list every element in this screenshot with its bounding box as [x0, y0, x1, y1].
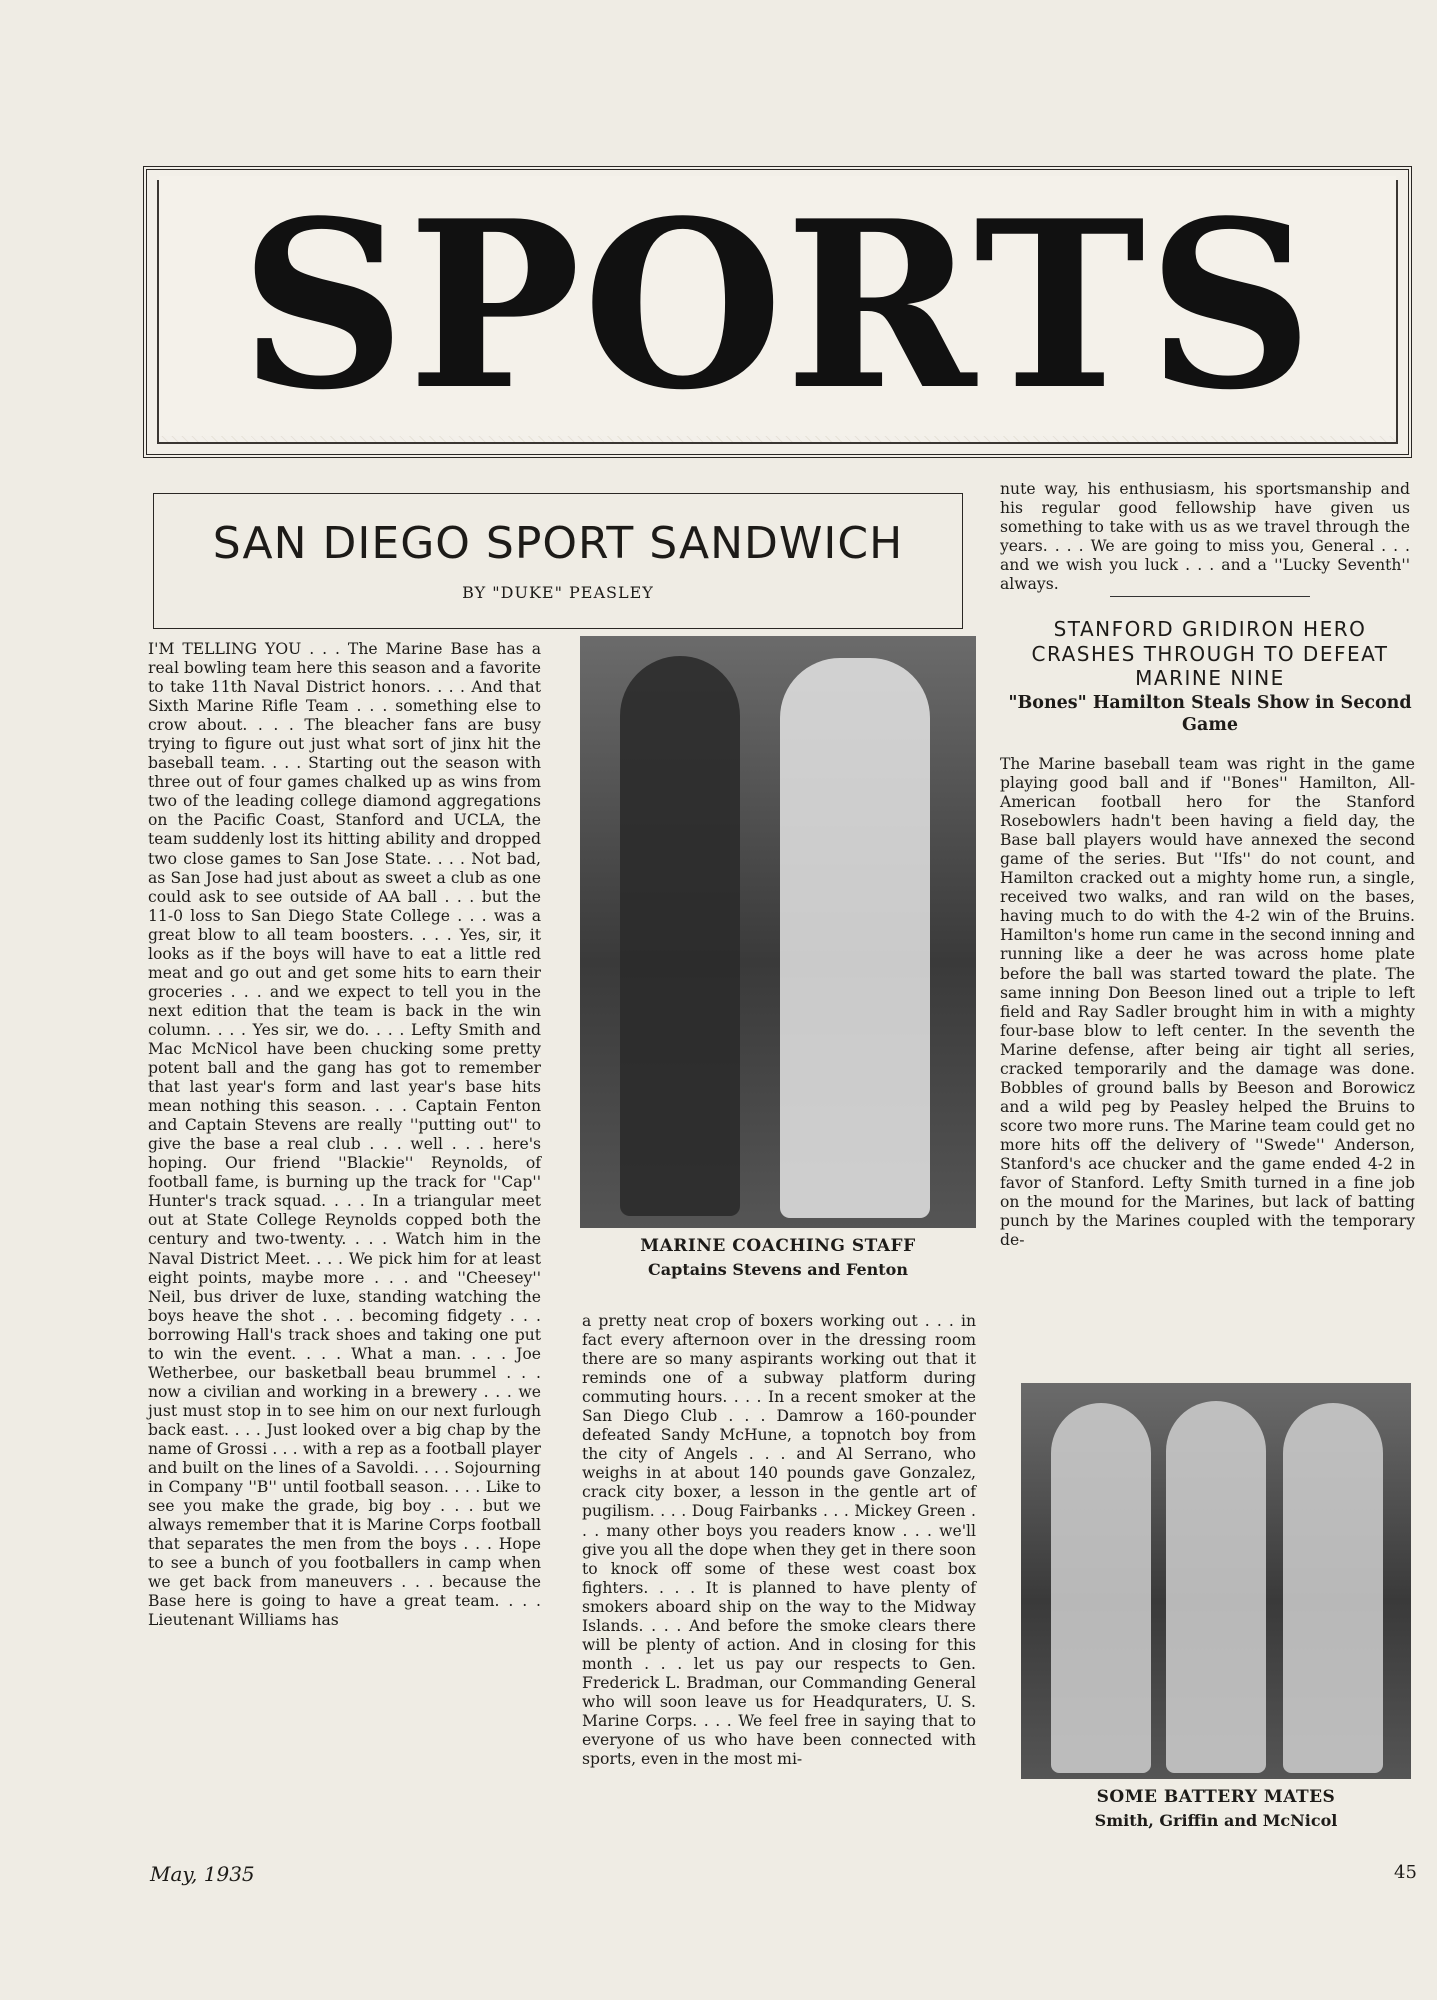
article-byline: BY "DUKE" PEASLEY — [462, 583, 654, 602]
sports-banner — [143, 166, 1412, 458]
article-col2-text: a pretty neat crop of boxers working out . . . in fact every afternoon over in the dressing room there are so many aspirants working out that it reminds one of a subway platform during commuting hours. . . . In a recent smoker at the San Diego Club . . . Damrow a 160-pounder defeated Sandy McHune, a topnotch boy from the city of Angels . . . and Al Serrano, who weighs in at about 140 pounds gave Gonzalez, crack city boxer, a lesson in the gentle art of pugilism. . . . Doug Fairbanks . . . Mickey Green . . . many other boys you readers know . . . we'll give you all the dope when they get in there soon to knock off some of these west coast box fighters. . . . It is planned to have plenty of smokers aboard ship on the way to the Midway Islands. . . . And before the smoke clears there will be plenty of action. And in closing for this month . . . let us pay our respects to Gen. Frederick L. Bradman, our Commanding General who will soon leave us for Headquraters, U. S. Marine Corps. . . . We feel free in saying that to everyone of us who have been connected with sports, even in the most mi- — [582, 1312, 976, 1769]
article-title: SAN DIEGO SPORT SANDWICH — [212, 518, 904, 569]
battery-mates-photo — [1021, 1383, 1411, 1779]
article-col1-text: I'M TELLING YOU . . . The Marine Base has a real bowling team here this season and a favorite to take 11th Naval District honors. . . . And that Sixth Marine Rifle Team . . . something else to crow about. . . . The bleacher fans are busy trying to figure out just what sort of jinx hit the baseball team. . . . Starting out the season with three out of four games chalked up as wins from two of the leading college diamond aggregations on the Pacific Coast, Stanford and UCLA, the team suddenly lost its hitting ability and dropped two close games to San Jose State. . . . Not bad, as San Jose had just about as sweet a club as one could ask to see outside of AA ball . . . but the 11-0 loss to San Diego State College . . . was a great blow to all team boosters. . . . Yes, sir, it looks as if the boys will have to eat a little red meat and go out and get some hits to earn their groceries . . . and we expect to tell you in the next edition that the team is back in the win column. . . . Yes sir, we do. . . . Lefty Smith and Mac McNicol have been chucking some pretty potent ball and the gang has got to remember that last year's form and last year's base hits mean nothing this season. . . . Captain Fenton and Captain Stevens are really ''putting out'' to give the base a real club . . . well . . . here's hoping. Our friend ''Blackie'' Reynolds, of football fame, is burning up the track for ''Cap'' Hunter's track squad. . . . In a triangular meet out at State College Reynolds copped both the century and two-twenty. . . . Watch him in the Naval District Meet. . . . We pick him for at least eight points, maybe more . . . and ''Cheesey'' Neil, bus driver de luxe, standing watching the boys heave the shot . . . becoming fidgety . . . borrowing Hall's track shoes and taking one put to win the event. . . . What a man. . . . Joe Wetherbee, our basketball beau brummel . . . now a civilian and working in a brewery . . . we just must stop in to see him on our next furlough back east. . . . Just looked over a big chap by the name of Grossi . . . with a rep as a football player and built on the lines of a Savoldi. . . . Sojourning in Company ''B'' until football season. . . . Like to see you make the grade, big boy . . . but we always remember that it is Marine Corps football that separates the men from the boys . . . Hope to see a bunch of you footballers in camp when we get back from maneuvers . . . because the Base here is going to have a great team. . . . Lieutenant Williams has — [148, 640, 541, 1630]
battery-mates-caption — [1021, 1787, 1411, 1830]
coaching-staff-caption — [580, 1236, 976, 1279]
banner-word-text: SPORTS — [239, 171, 1316, 441]
photo2-caption-names: Smith, Griffin and McNicol — [1094, 1811, 1338, 1830]
stanford-subhead: "Bones" Hamilton Steals Show in Second Game — [1008, 693, 1412, 735]
photo2-caption-title: SOME BATTERY MATES — [1096, 1787, 1336, 1807]
stanford-body-text: The Marine baseball team was right in the game playing good ball and if ''Bones'' Hamilton, All-American football hero for the Stanford Rosebowlers hadn't been having a field day, the Base ball players would have annexed the second game of the series. But ''Ifs'' do not count, and Hamilton cracked out a mighty home run, a single, received two walks, and ran wild on the bases, having much to do with the 4-2 win of the Bruins. Hamilton's home run came in the second inning and running like a deer he was across home plate before the ball was started toward the plate. The same inning Don Beeson lined out a triple to left field and Ray Sadler brought him in with a mighty four-base blow to left center. In the seventh the Marine defense, after being air tight all series, cracked temporarily and the damage was done. Bobbles of ground balls by Beeson and Borowicz and a wild peg by Peasley helped the Bruins to score two more runs. The Marine team could get no more hits off the delivery of ''Swede'' Anderson, Stanford's ace chucker and the game ended 4-2 in favor of Stanford. Lefty Smith turned in a fine job on the mound for the Marines, but lack of batting punch by the Marines coupled with the temporary de- — [1000, 755, 1415, 1250]
banner-title — [159, 171, 1396, 441]
article-col3-text: nute way, his enthusiasm, his sportsmanship and his regular good fellowship have given us something to take with us as we travel through the years. . . . We are going to miss you, General . . . and we wish you luck . . . and a ''Lucky Seventh'' always. — [1000, 480, 1410, 594]
article-title-box — [153, 493, 963, 629]
coaching-staff-photo — [580, 636, 976, 1228]
section-divider — [1110, 596, 1310, 597]
page-number: 45 — [1394, 1862, 1417, 1883]
article-column-2 — [582, 1312, 976, 1835]
article-column-1 — [148, 640, 541, 1835]
stanford-body — [1000, 755, 1415, 1355]
stanford-headline: STANFORD GRIDIRON HERO CRASHES THROUGH TO DEFEAT MARINE NINE — [1031, 617, 1389, 690]
photo1-caption-title: MARINE COACHING STAFF — [640, 1236, 916, 1256]
article-column-3-top — [1000, 480, 1410, 594]
issue-date: May, 1935 — [150, 1862, 255, 1886]
photo1-caption-names: Captains Stevens and Fenton — [648, 1260, 908, 1279]
